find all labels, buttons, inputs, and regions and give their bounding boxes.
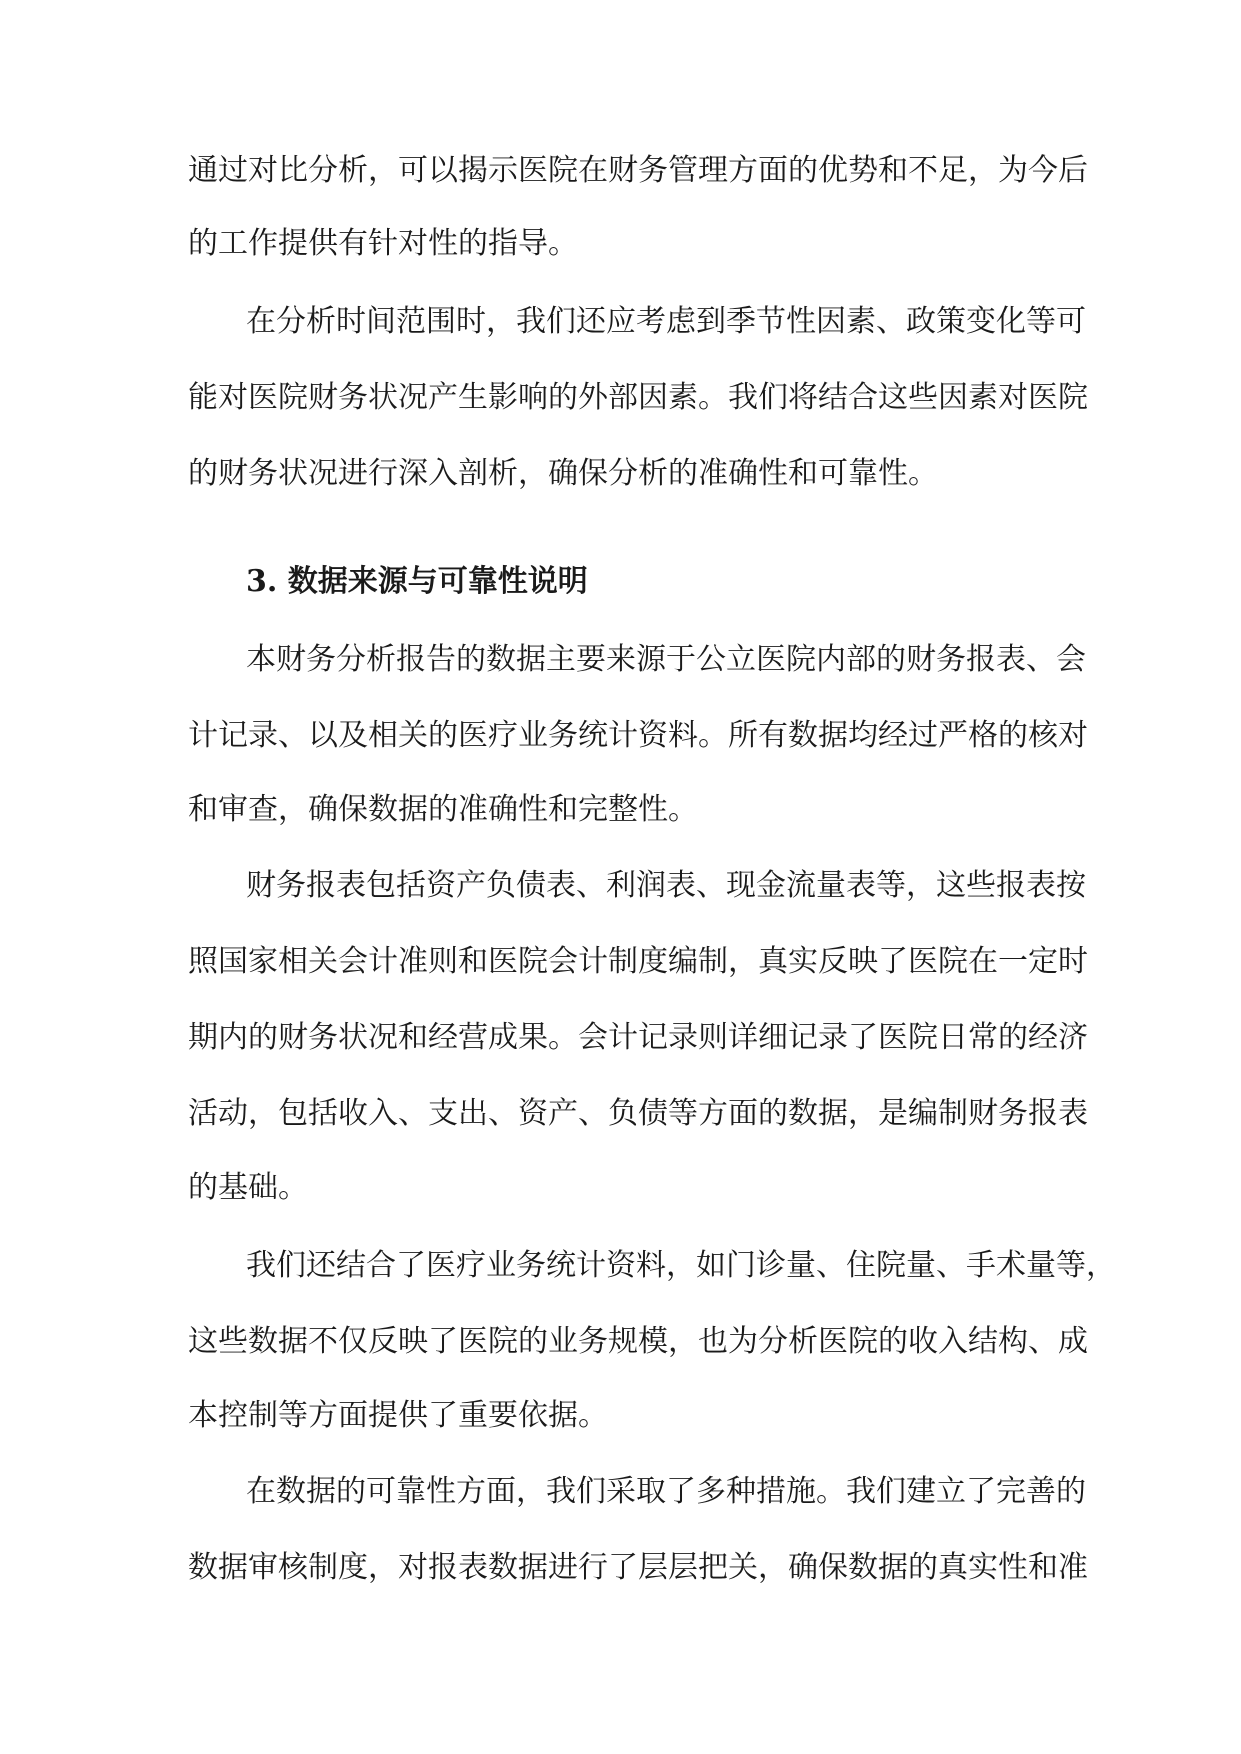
paragraph-line: 能对医院财务状况产生影响的外部因素。我们将结合这些因素对医院 xyxy=(188,380,1088,415)
paragraph-line: 这些数据不仅反映了医院的业务规模，也为分析医院的收入结构、成 xyxy=(188,1324,1088,1359)
paragraph-line: 在数据的可靠性方面，我们采取了多种措施。我们建立了完善的 xyxy=(246,1474,1086,1509)
paragraph-line: 本控制等方面提供了重要依据。 xyxy=(188,1398,608,1433)
paragraph-line: 财务报表包括资产负债表、利润表、现金流量表等，这些报表按 xyxy=(246,868,1086,903)
paragraph-line: 通过对比分析，可以揭示医院在财务管理方面的优势和不足，为今后 xyxy=(188,153,1088,188)
paragraph-line: 照国家相关会计准则和医院会计制度编制，真实反映了医院在一定时 xyxy=(188,944,1088,979)
paragraph-line: 在分析时间范围时，我们还应考虑到季节性因素、政策变化等可 xyxy=(246,304,1086,339)
paragraph-line: 的财务状况进行深入剖析，确保分析的准确性和可靠性。 xyxy=(188,456,938,491)
paragraph-line: 数据审核制度，对报表数据进行了层层把关，确保数据的真实性和准 xyxy=(188,1550,1088,1585)
paragraph-line: 期内的财务状况和经营成果。会计记录则详细记录了医院日常的经济 xyxy=(188,1020,1088,1055)
paragraph-line: 活动，包括收入、支出、资产、负债等方面的数据，是编制财务报表 xyxy=(188,1096,1088,1131)
paragraph-line: 的工作提供有针对性的指导。 xyxy=(188,226,578,261)
section-heading: 3. 数据来源与可靠性说明 xyxy=(246,564,588,599)
paragraph-line: 计记录、以及相关的医疗业务统计资料。所有数据均经过严格的核对 xyxy=(188,718,1088,753)
paragraph-line: 和审查，确保数据的准确性和完整性。 xyxy=(188,792,698,827)
paragraph-line: 的基础。 xyxy=(188,1170,308,1205)
paragraph-line: 我们还结合了医疗业务统计资料，如门诊量、住院量、手术量等， xyxy=(246,1248,1116,1283)
paragraph-line: 本财务分析报告的数据主要来源于公立医院内部的财务报表、会 xyxy=(246,642,1086,677)
